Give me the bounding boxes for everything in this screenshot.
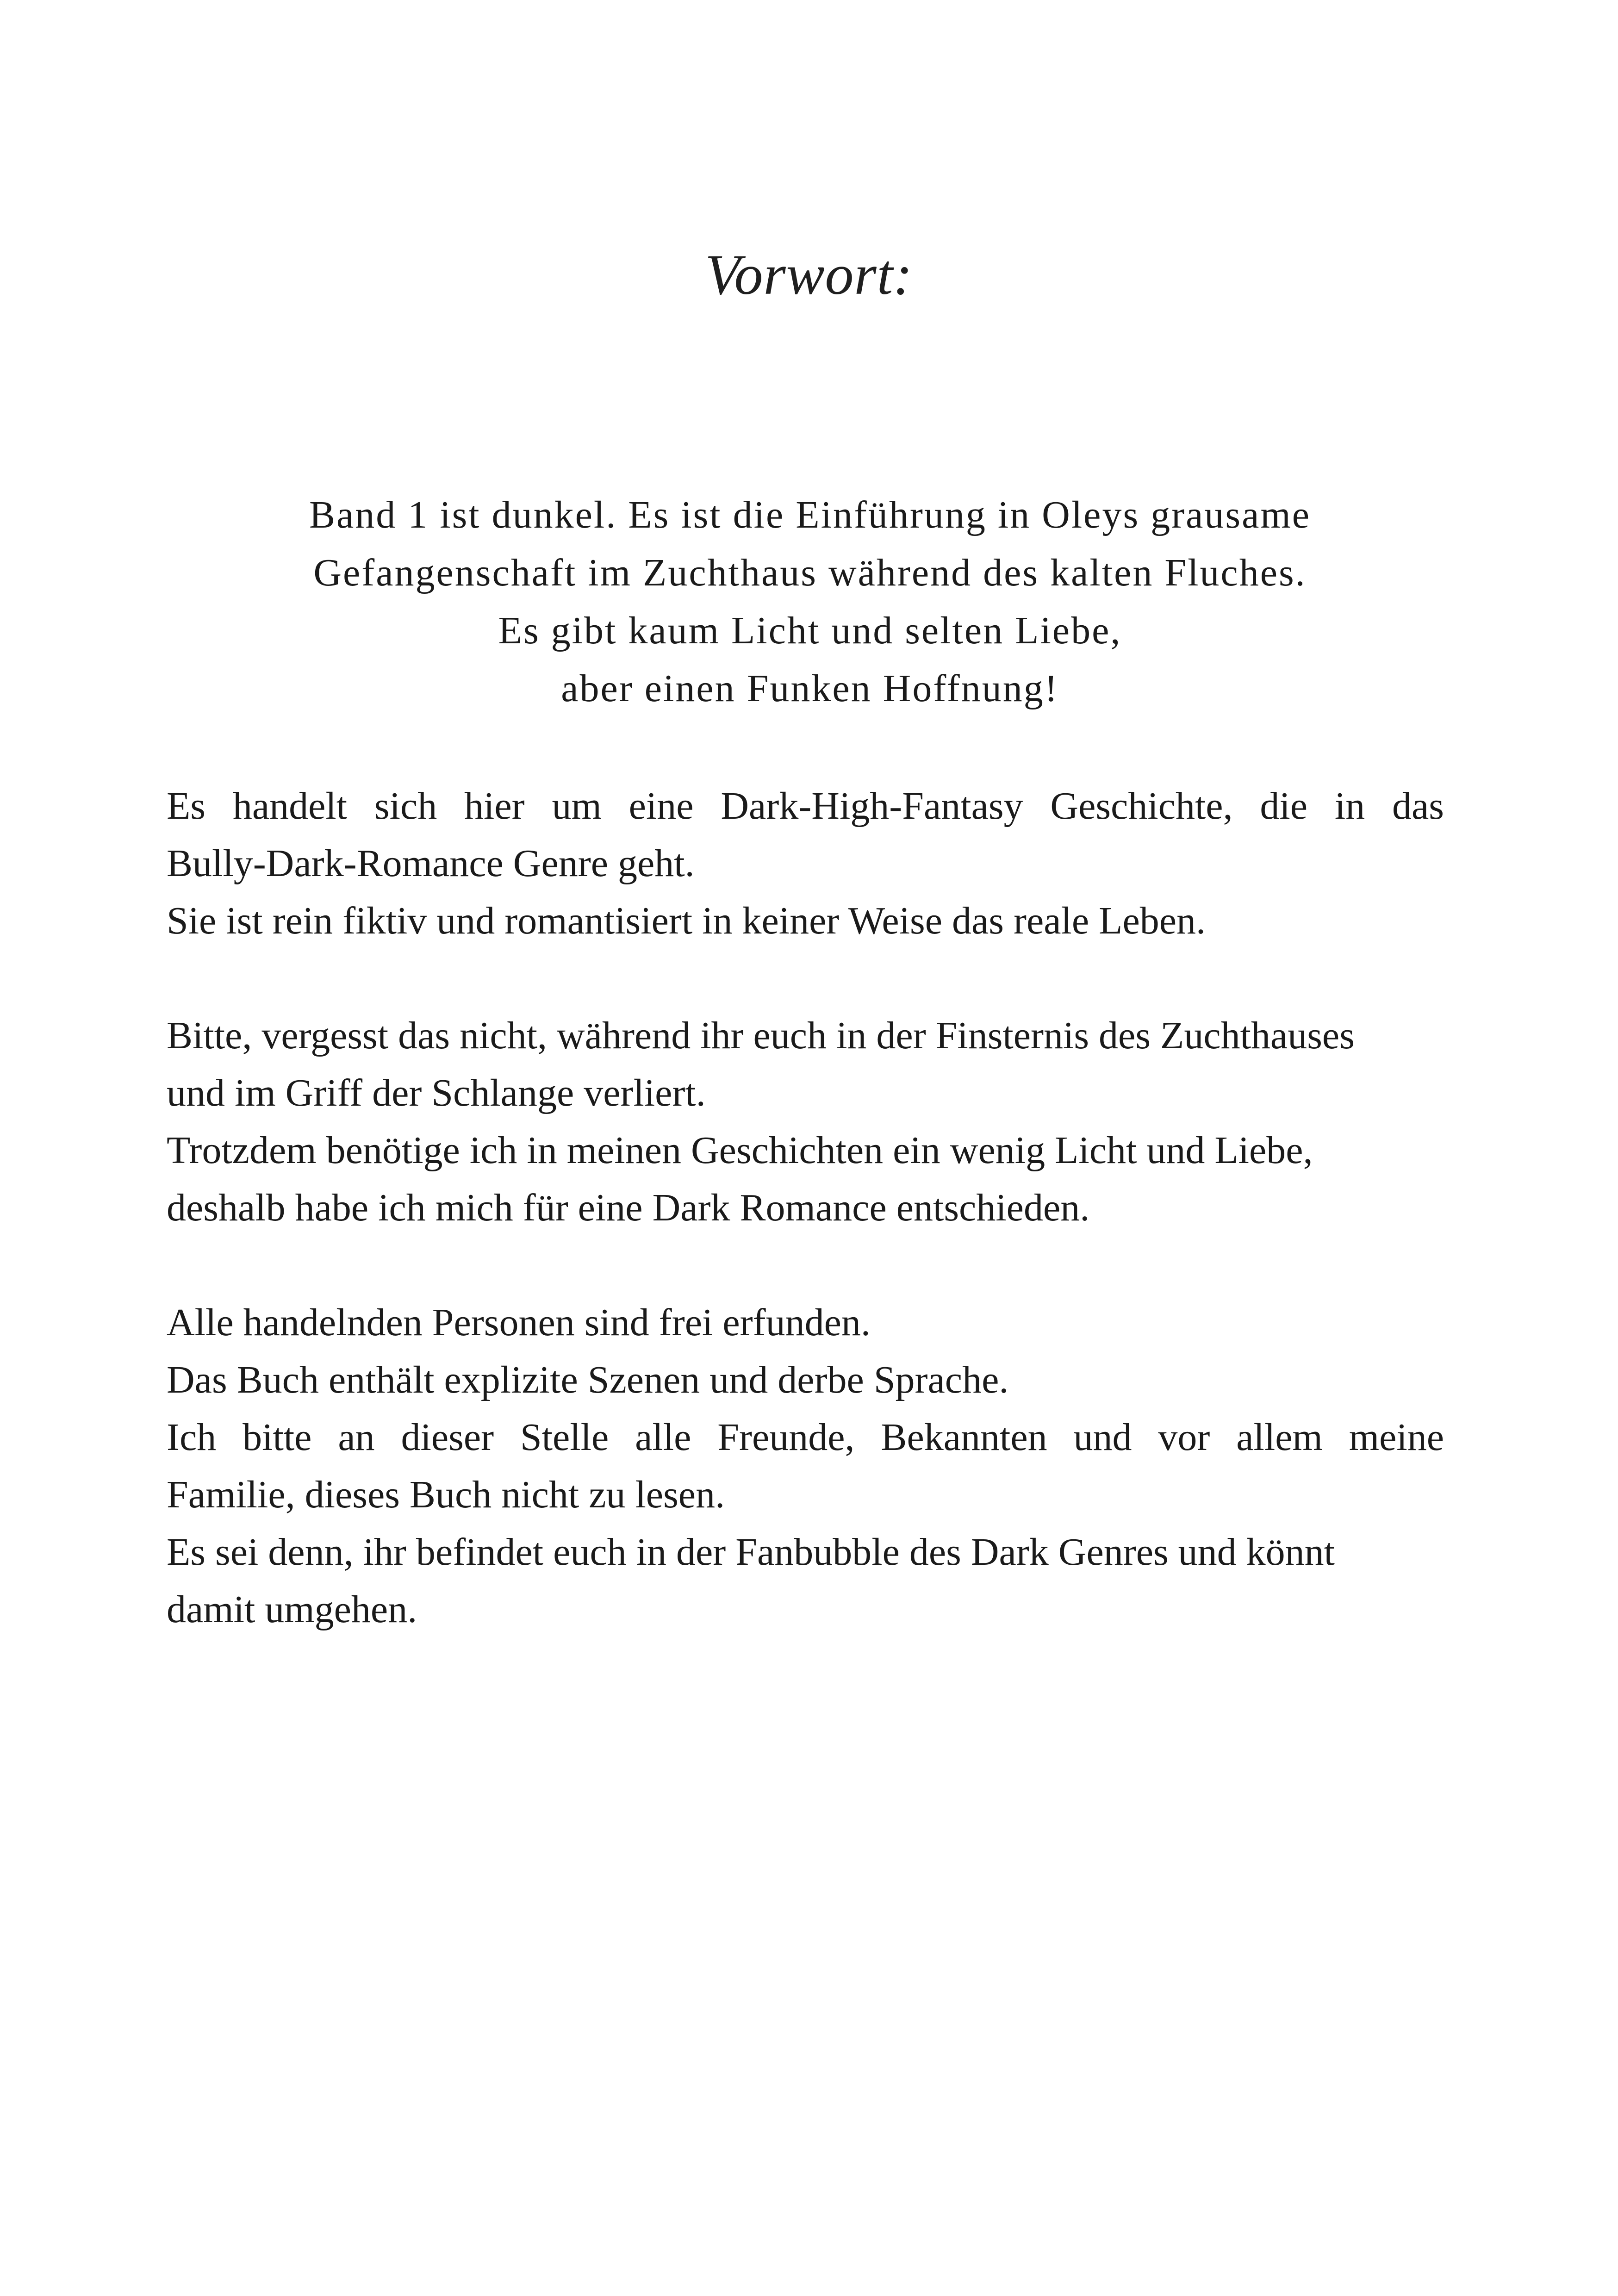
intro-line: Band 1 ist dunkel. Es ist die Einführung in Oleys grausame	[309, 493, 1311, 536]
text-line: Das Buch enthält explizite Szenen und derbe Sprache.	[167, 1358, 1009, 1401]
paragraph	[167, 1294, 1444, 1638]
paragraph	[167, 778, 1444, 950]
intro-line: Es gibt kaum Licht und selten Liebe,	[498, 609, 1122, 652]
text-line: Es sei denn, ihr befindet euch in der Fanbubble des Dark Genres und könnt	[167, 1531, 1335, 1574]
text-line: Ich bitte an dieser Stelle alle Freunde, Bekannten und vor allem meine	[167, 1416, 1444, 1459]
text-line: deshalb habe ich mich für eine Dark Romance entschieden.	[167, 1186, 1090, 1229]
intro-line: aber einen Funken Hoffnung!	[561, 667, 1059, 710]
text-line: Bitte, vergesst das nicht, während ihr euch in der Finsternis des Zuchthauses	[167, 1014, 1355, 1057]
text-line: Trotzdem benötige ich in meinen Geschichten ein wenig Licht und Liebe,	[167, 1129, 1313, 1172]
text-line: Es handelt sich hier um eine Dark-High-Fantasy Geschichte, die in das	[167, 784, 1444, 828]
intro-line: Gefangenschaft im Zuchthaus während des kalten Fluches.	[313, 551, 1307, 594]
text-line: damit umgehen.	[167, 1588, 417, 1631]
text-line: Alle handelnden Personen sind frei erfunden.	[167, 1301, 871, 1344]
text-line: Bully-Dark-Romance Genre geht.	[167, 842, 695, 885]
body-text	[167, 778, 1444, 1696]
page-title: Vorwort:	[705, 243, 913, 306]
text-line: Sie ist rein fiktiv und romantisiert in keiner Weise das reale Leben.	[167, 899, 1206, 942]
intro-block	[167, 486, 1453, 717]
paragraph	[167, 1007, 1444, 1237]
text-line: Familie, dieses Buch nicht zu lesen.	[167, 1473, 725, 1516]
text-line: und im Griff der Schlange verliert.	[167, 1071, 706, 1114]
